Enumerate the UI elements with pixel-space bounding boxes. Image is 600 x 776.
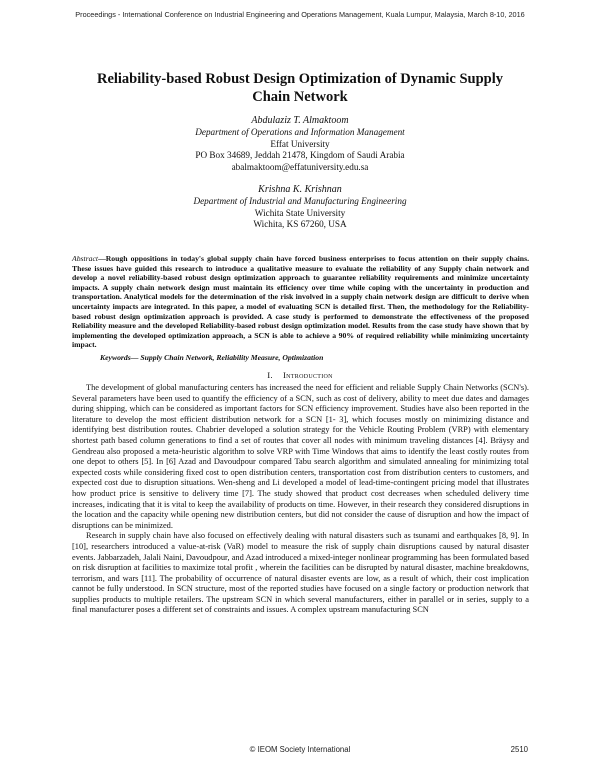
section-heading	[0, 370, 600, 380]
author-block-2	[60, 183, 540, 231]
keywords: Keywords— Supply Chain Network, Reliability Measure, Optimization	[100, 353, 324, 362]
title-line-2: Chain Network	[252, 89, 348, 105]
author-department: Department of Operations and Information Management	[195, 127, 405, 137]
author-address: PO Box 34689, Jeddah 21478, Kingdom of Saudi Arabia	[195, 150, 405, 160]
abstract	[72, 254, 529, 350]
title-line-1: Reliability-based Robust Design Optimization of Dynamic Supply	[96, 71, 504, 87]
section-title: Introduction	[282, 370, 333, 380]
paragraph: Research in supply chain have also focused on effectively dealing with natural disasters such as tsunami and earthquakes [8, 9]. In [10], researchers introduced a value-at-risk (VaR) model to measure the risk of supply chain disruptions caused by natural disaster events. Jabbarzadeh, Jalali Naini, Davoudpour, and Azad introduced a mixed-integer nonlinear programming has been formulated based on risk disruption at facilities to maximize total profit , wherein the facilities can be disrupted by natural disaster, machine breakdowns, terrorism, and wars [11]. The probability of occurrence of natural disaster events are low, as a result of which, their cost implication cannot be fully understood. In SCN structure, most of the reported studies have focused on a single factory or production network that supplies products to multiple retailers. The upstream SCN in which several manufacturers, either in parallel or in series, supply to a final manufacturer poses a different set of constraints and issues. A complex upstream manufacturing SCN	[72, 531, 529, 615]
section-number: I.	[267, 370, 273, 380]
paper-title	[80, 70, 520, 106]
author-block-1	[60, 114, 540, 173]
abstract-text: —Rough oppositions in today's global supply chain have forced business enterprises to focus attention on their supply chains. These issues have guided this research to introduce a qualitative measure to evaluate the reliability of any Supply chain network and develop a novel reliability-based robust design optimization approach to guarantee reliability requirements and minimize uncertainty impacts. A supply chain network design must maintain its efficiency over time while coping with the uncertainty in production and transportation. Analytical models for the determination of the risk involved in a supply chain network design are difficult to derive when uncertainty impacts are integrated. In this paper, a model of evaluating SCN is detailed first. Then, the methodology for the Reliability-based robust design optimization approach is provided. A case study is performed to demonstrate the effectiveness of the proposed Reliability measure and the developed Reliability-based robust design optimization model. Results from the case study have shown that by implementing the developed optimization approach, a SCN is able to achieve a 90% of required reliability while minimizing uncertainty impact.	[72, 254, 529, 350]
author-department: Department of Industrial and Manufacturing Engineering	[193, 196, 407, 206]
abstract-lead: Abstract	[72, 254, 99, 263]
author-institution: Effat University	[270, 138, 330, 149]
author-institution: Wichita State University	[254, 207, 346, 218]
paragraph: The development of global manufacturing centers has increased the need for efficient and reliable Supply Chain Networks (SCN's). Several parameters have been used to quantify the efficiency of a SCN, such as cost of delivery, ability to meet due dates and damages during shipping, which can be considered as important factors for SCN efficiency improvement. Studies have also been reported in the literature to develop the most efficient distribution network for a SCN [1- 3], which focuses mostly on minimizing distance and identifying best distribution routes. Chabrier developed a solution strategy for the Vehicle Routing Problem (VRP) with elementary shortest path based column generations to find a set of routes that cover all nodes with minimum traveling distances [4]. Bräysy and Gendreau also proposed a meta-heuristic algorithm to solve VRP with Time Windows that aims to identify the least costly routes from one depot to others [5]. In [6] Azad and Davoudpour compared Tabu search algorithm and simulated annealing for minimizing total expected costs while considering fixed cost to open distribution centers, transportation cost from distribution centers to customers, and expected cost due to disruption situations. Wen-sheng and Li developed a model of lead-time-contingent pricing model that illustrates how product price is sensitive to delivery time [7]. The study showed that product cost decreases when scheduled delivery time increases, indicating that it is vital to keep the availability of products on time. However, in their research they considered disruptions in the location and the capacity while opening new distribution centers, but did not consider the cause of disruption and how the impact of disruptions can be minimized.	[72, 383, 529, 530]
author-address: Wichita, KS 67260, USA	[253, 219, 347, 229]
footer-copyright: © IEOM Society International	[249, 745, 351, 754]
author-name: Abdulaziz T. Almaktoom	[251, 115, 349, 126]
author-name: Krishna K. Krishnan	[258, 184, 342, 195]
running-header: Proceedings - International Conference on Industrial Engineering and Operations Management, Kuala Lumpur, Malaysia, March 8-10, 2016	[75, 10, 525, 19]
author-email: abalmaktoom@effatuniversity.edu.sa	[231, 161, 369, 172]
page-number: 2510	[510, 745, 528, 754]
body-text	[72, 383, 529, 616]
